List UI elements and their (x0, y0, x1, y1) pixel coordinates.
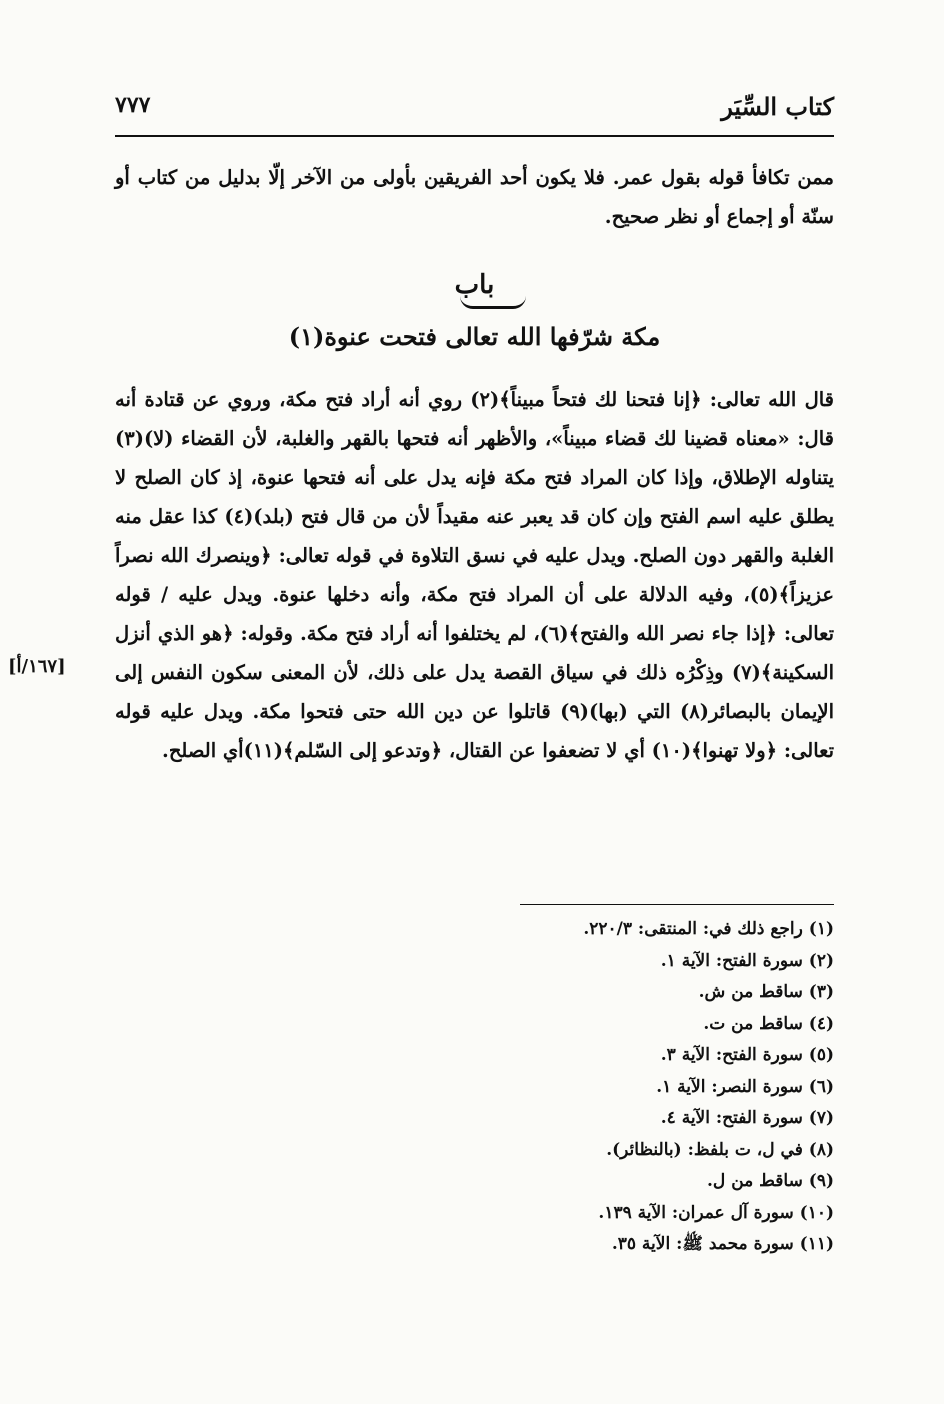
footnote-item: (٢) سورة الفتح: الآية ١. (660, 950, 834, 971)
chapter-marker: باب (454, 270, 495, 300)
footnote-item: (٩) ساقط من ل. (707, 1171, 834, 1191)
footnote-item: (٣) ساقط من ش. (698, 982, 834, 1002)
footnote-item: (٤) ساقط من ت. (703, 1013, 834, 1034)
page-number: ٧٧٧ (115, 92, 151, 118)
footnote-item: (٥) سورة الفتح: الآية ٣. (660, 1045, 834, 1065)
opening-paragraph: ممن تكافأ قوله بقول عمر. فلا يكون أحد الفريقين بأولى من الآخر إلّا بدليل من كتاب أو سنّة أو إجماع أو نظر صحيح. (115, 166, 834, 228)
footnote-item: (٨) في ل، ت بلفظ: (بالنظائر). (606, 1139, 834, 1160)
running-title: كتاب السِّيَر (721, 92, 834, 121)
footnote-separator (520, 904, 834, 905)
chapter-flourish-ornament (460, 296, 526, 309)
footnote-item: (٦) سورة النصر: الآية ١. (656, 1076, 834, 1097)
footnote-item: (١٠) سورة آل عمران: الآية ١٣٩. (598, 1202, 834, 1223)
page-header (115, 92, 834, 132)
footnote-item: (١١) سورة محمد ﷺ: الآية ٣٥. (611, 1234, 834, 1254)
chapter-title: مكة شرّفها الله تعالى فتحت عنوة(١) (288, 322, 661, 351)
footnote-item: (٧) سورة الفتح: الآية ٤. (660, 1108, 834, 1128)
manuscript-folio-reference: [١٦٧/أ] (8, 656, 66, 677)
footnotes-list (115, 914, 834, 1261)
header-rule (115, 135, 834, 137)
body-paragraph: قال الله تعالى: ﴿إنا فتحنا لك فتحاً مبيناً﴾(٢) روي أنه أراد فتح مكة، وروي عن قتادة أنه قال: «معناه قضينا لك قضاء مبيناً»، والأظهر أنه فتحها بالقهر والغلبة، لأن القضاء (لا)(٣) يتناوله الإطلاق، وإذا كان المراد فتح مكة فإنه يدل على أنه فتحها عنوة، إذ كان الصلح لا يطلق عليه اسم الفتح وإن كان قد يعبر عنه مقيداً لأن من قال فتح (بلد)(٤) كذا عقل منه الغلبة والقهر دون الصلح. ويدل عليه في نسق التلاوة في قوله تعالى: ﴿وينصرك الله نصراً عزيزاً﴾(٥)، وفيه الدلالة على أن المراد فتح مكة، وأنه دخلها عنوة. ويدل عليه / قوله تعالى: ﴿إذا جاء نصر الله والفتح﴾(٦)، لم يختلفوا أنه أراد فتح مكة. وقوله: ﴿هو الذي أنزل السكينة﴾(٧) وذِكْرُه ذلك في سياق القصة يدل على ذلك، لأن المعنى سكون النفس إلى الإيمان بالبصائر(٨) التي (بها)(٩) قاتلوا عن دين الله حتى فتحوا مكة. ويدل عليه قوله تعالى: ﴿ولا تهنوا﴾(١٠) أي لا تضعفوا عن القتال، ﴿وتدعو إلى السّلم﴾(١١)أي الصلح. (115, 388, 835, 762)
footnote-item: (١) راجع ذلك في: المنتقى: ٢٢٠/٣. (583, 919, 834, 939)
